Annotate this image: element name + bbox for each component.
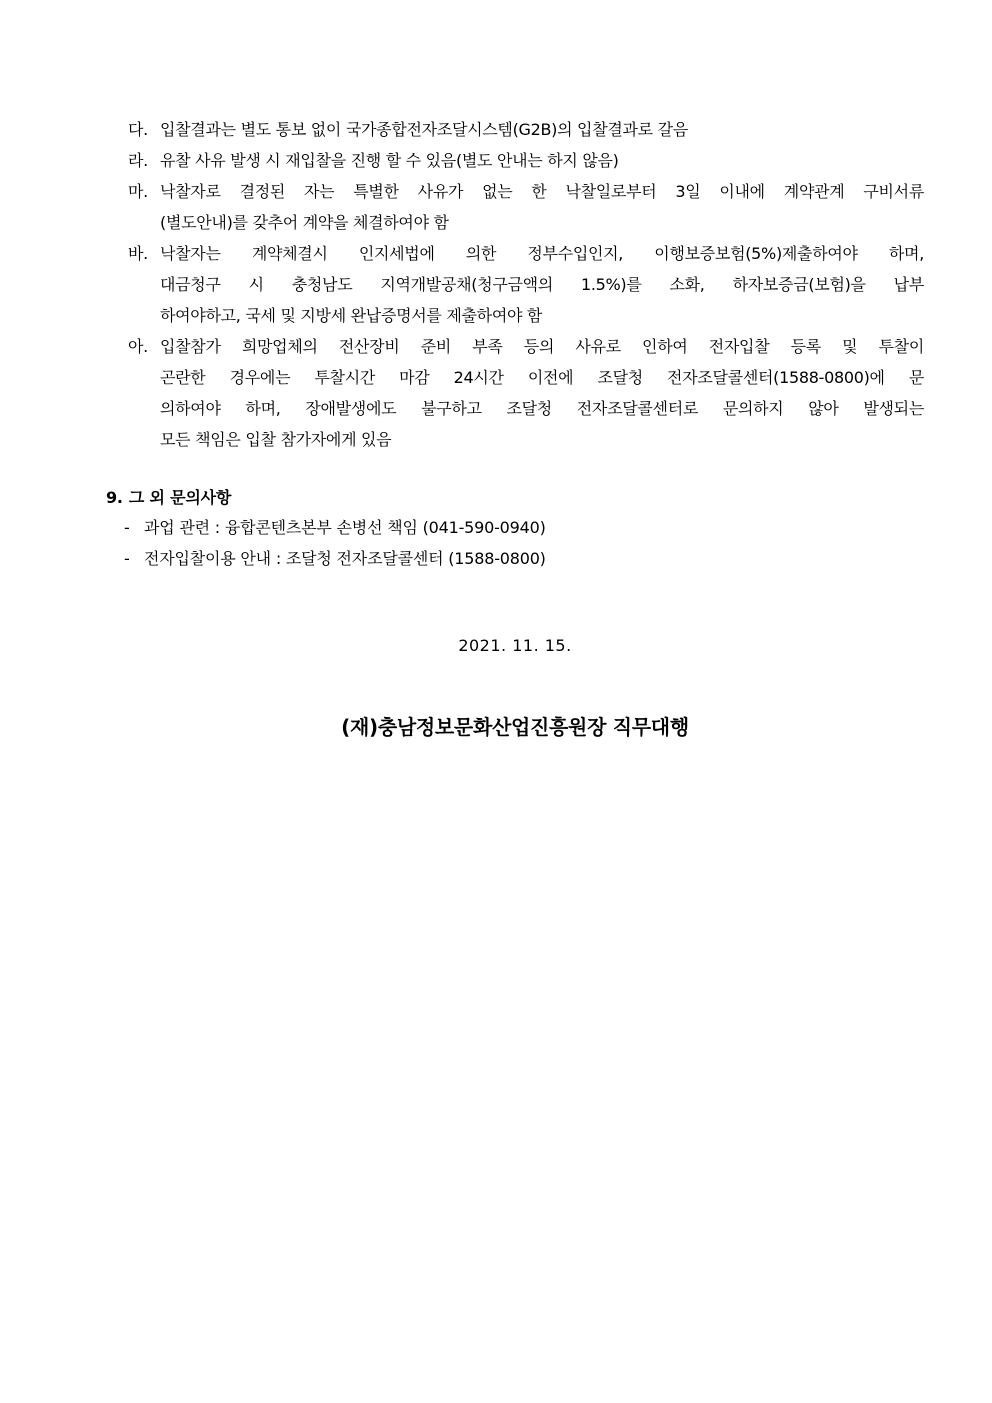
contact-text: 전자입찰이용 안내 : 조달청 전자조달콜센터 (1588-0800)	[144, 549, 546, 568]
item-line: 낙찰자로 결정된 자는 특별한 사유가 없는 한 낙찰일로부터 3일 이내에 계약관계 구비서류	[160, 182, 924, 201]
notice-item-ra	[128, 145, 924, 176]
item-line: 입찰참가 희망업체의 전산장비 준비 부족 등의 사유로 인하여 전자입찰 등록 및 투찰이	[160, 337, 924, 356]
item-marker: 다.	[128, 120, 148, 139]
item-text	[160, 176, 924, 238]
section-title	[106, 484, 926, 512]
section-title-text: 그 외 문의사항	[128, 488, 232, 507]
contact-item-e-bidding	[106, 543, 926, 574]
contact-dash: -	[124, 549, 130, 568]
item-text	[160, 145, 924, 176]
contact-dash: -	[124, 518, 130, 537]
issuer-signature: (재)충남정보문화산업진흥원장 직무대행	[341, 715, 689, 739]
item-text	[160, 331, 924, 455]
item-line: 곤란한 경우에는 투찰시간 마감 24시간 이전에 조달청 전자조달콜센터(1588-0800)에 문	[160, 368, 924, 387]
item-line: 유찰 사유 발생 시 재입찰을 진행 할 수 있음(별도 안내는 하지 않음)	[160, 151, 619, 170]
item-marker: 라.	[128, 151, 148, 170]
notice-items	[128, 114, 924, 455]
section-number: 9.	[106, 488, 123, 507]
contact-text: 과업 관련 : 융합콘텐츠본부 손병선 책임 (041-590-0940)	[144, 518, 546, 537]
notice-item-a	[128, 331, 924, 455]
notice-item-da	[128, 114, 924, 145]
item-line: 모든 책임은 입찰 참가자에게 있음	[160, 430, 392, 449]
item-text	[160, 114, 924, 145]
item-marker: 마.	[128, 182, 148, 201]
document-date: 2021. 11. 15.	[458, 636, 572, 655]
item-line: 하여야하고, 국세 및 지방세 완납증명서를 제출하여야 함	[160, 306, 543, 325]
item-line: (별도안내)를 갖추어 계약을 체결하여야 함	[160, 213, 449, 232]
item-line: 낙찰자는 계약체결시 인지세법에 의한 정부수입인지, 이행보증보험(5%)제출하여야 하며,	[160, 244, 924, 263]
item-text	[160, 238, 924, 331]
section-9-inquiries	[106, 484, 926, 574]
item-line: 의하여야 하며, 장애발생에도 불구하고 조달청 전자조달콜센터로 문의하지 않아 발생되는	[160, 399, 924, 418]
notice-item-ba	[128, 238, 924, 331]
contact-item-project	[106, 512, 926, 543]
item-marker: 아.	[128, 337, 148, 356]
item-line: 입찰결과는 별도 통보 없이 국가종합전자조달시스템(G2B)의 입찰결과로 갈음	[160, 120, 688, 139]
item-marker: 바.	[128, 244, 148, 263]
notice-item-ma	[128, 176, 924, 238]
item-line: 대금청구 시 충청남도 지역개발공채(청구금액의 1.5%)를 소화, 하자보증금(보험)을 납부	[160, 275, 924, 294]
